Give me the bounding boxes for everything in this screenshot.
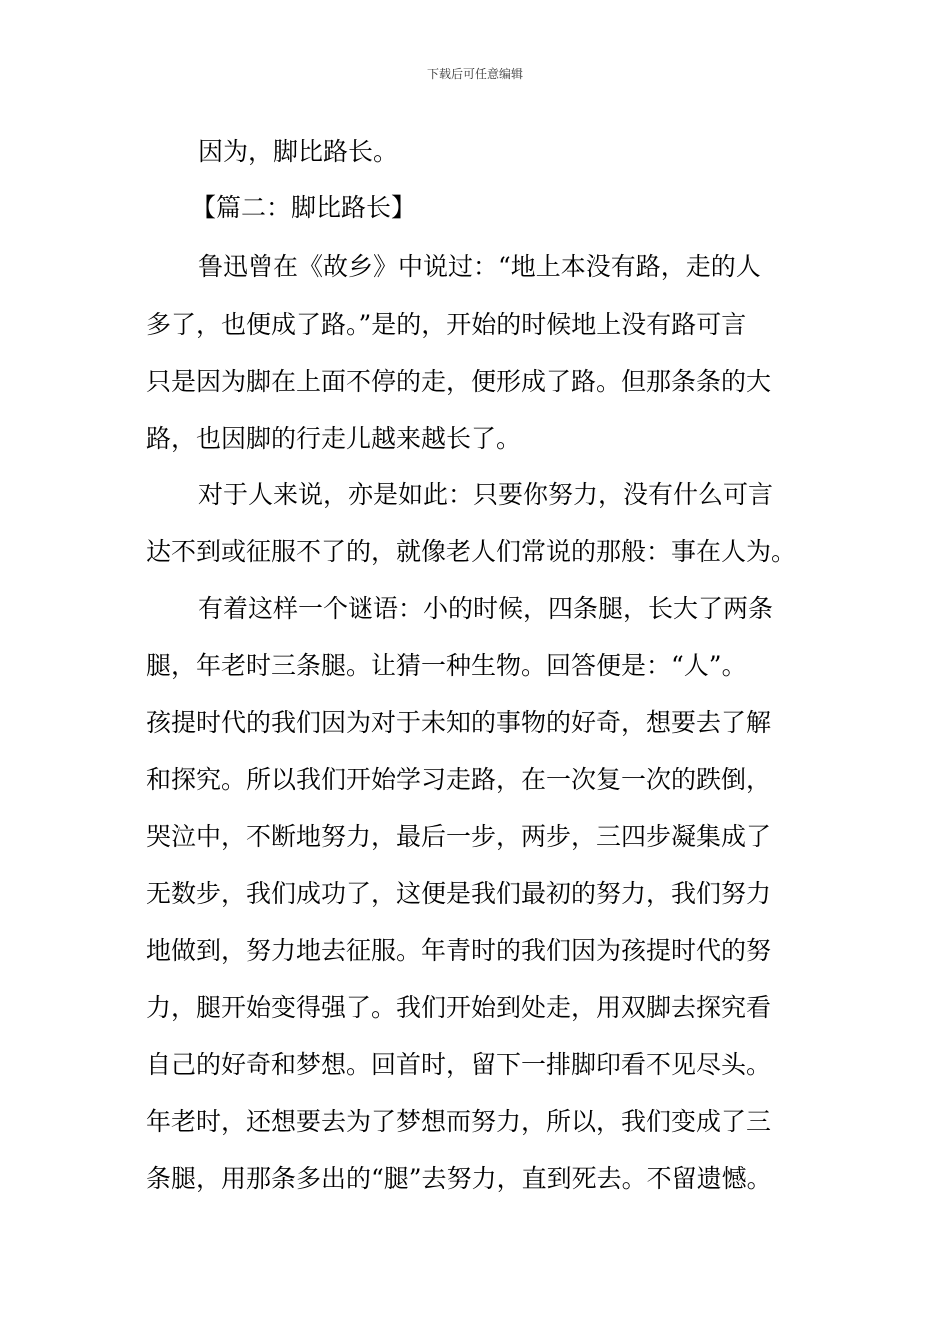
text-line: 地做到，努力地去征服。年青时的我们因为孩提时代的努 bbox=[146, 936, 772, 965]
page-header: 下载后可任意编辑 bbox=[426, 67, 523, 81]
text-line: 条腿，用那条多出的“腿”去努力，直到死去。不留遗憾。 bbox=[146, 1164, 772, 1193]
text-line: 因为，脚比路长。 bbox=[198, 137, 399, 166]
text-line: 和探究。所以我们开始学习走路，在一次复一次的跌倒， bbox=[146, 765, 772, 794]
section-heading: 【篇二：脚比路长】 bbox=[191, 193, 417, 222]
text-line: 对于人来说，亦是如此：只要你努力，没有什么可言 bbox=[198, 480, 774, 509]
text-line: 只是因为脚在上面不停的走，便形成了路。但那条条的大 bbox=[146, 367, 772, 396]
text-line: 年老时，还想要去为了梦想而努力，所以，我们变成了三 bbox=[146, 1107, 772, 1136]
text-line: 鲁迅曾在《故乡》中说过：“地上本没有路，走的人 bbox=[198, 252, 761, 281]
text-line: 自己的好奇和梦想。回首时，留下一排脚印看不见尽头。 bbox=[146, 1050, 772, 1079]
text-line: 力，腿开始变得强了。我们开始到处走，用双脚去探究看 bbox=[146, 993, 772, 1022]
text-line: 路，也因脚的行走儿越来越长了。 bbox=[146, 424, 522, 453]
text-line: 达不到或征服不了的，就像老人们常说的那般：事在人为。 bbox=[146, 537, 797, 566]
text-line: 孩提时代的我们因为对于未知的事物的好奇，想要去了解 bbox=[146, 708, 772, 737]
text-line: 哭泣中，不断地努力，最后一步，两步，三四步凝集成了 bbox=[146, 822, 772, 851]
text-line: 腿，年老时三条腿。让猜一种生物。回答便是：“人”。 bbox=[146, 651, 747, 680]
text-line: 有着这样一个谜语：小的时候，四条腿，长大了两条 bbox=[198, 594, 774, 623]
text-line: 多了，也便成了路。”是的，开始的时候地上没有路可言 bbox=[146, 310, 747, 339]
text-line: 无数步，我们成功了，这便是我们最初的努力，我们努力 bbox=[146, 879, 772, 908]
